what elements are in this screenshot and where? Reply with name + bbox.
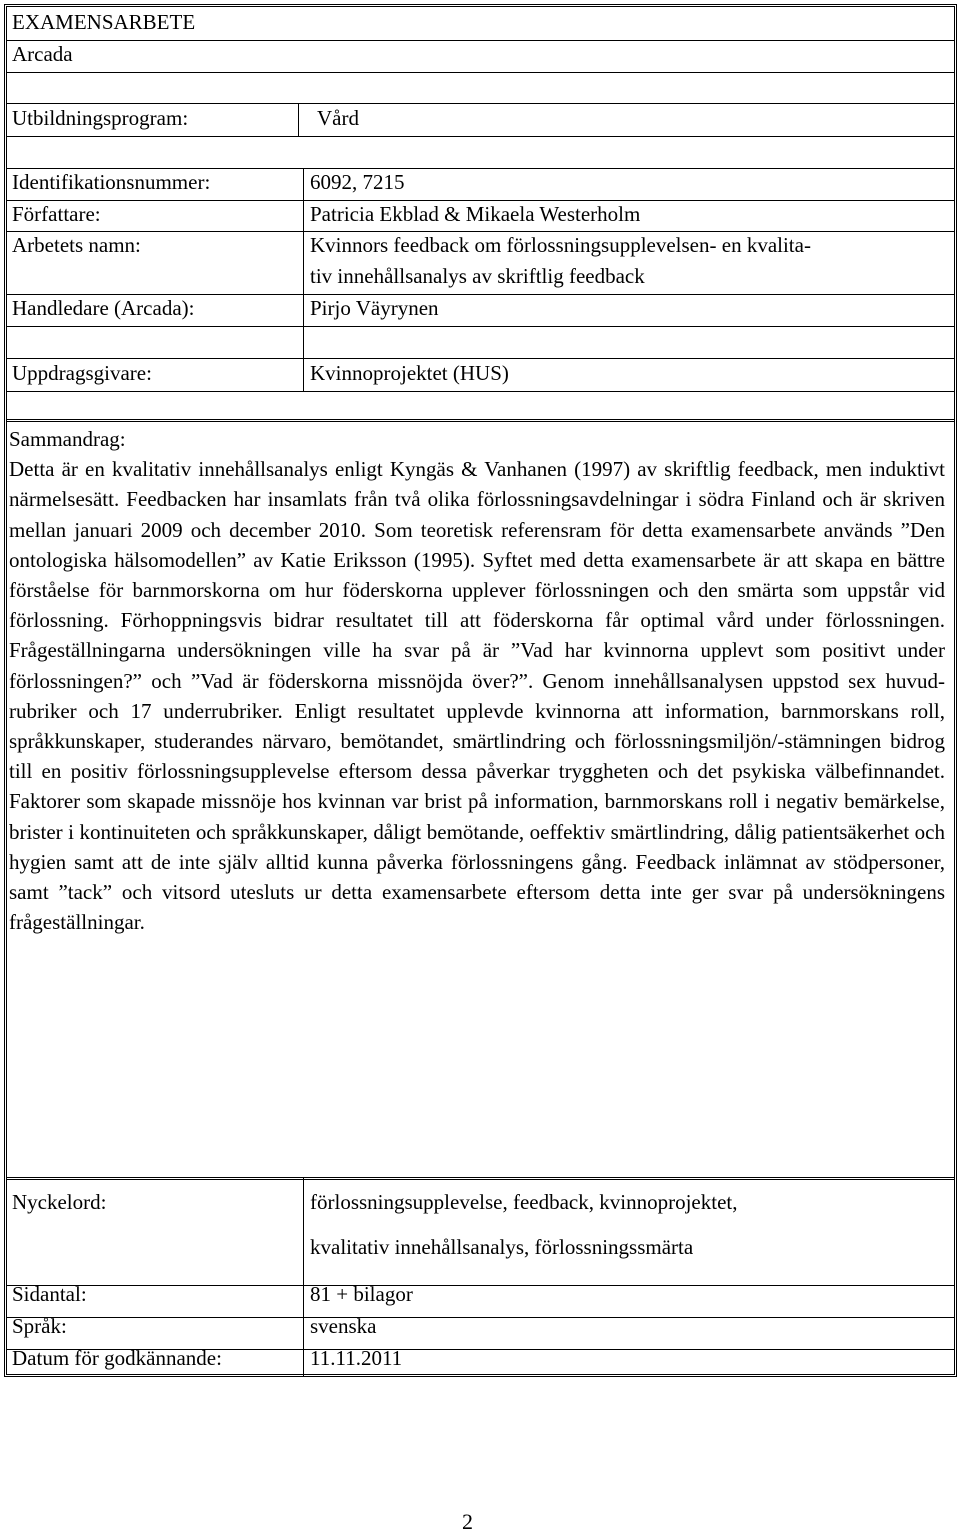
id-value: 6092, 7215 [310,170,405,194]
language-value: svenska [310,1314,377,1338]
language-label: Språk: [12,1314,67,1338]
document-title: EXAMENSARBETE [12,10,196,34]
id-label: Identifikationsnummer: [12,170,211,194]
approval-date-label: Datum för godkännande: [12,1346,222,1370]
page-number: 2 [462,1509,473,1534]
client-value: Kvinnoprojektet (HUS) [310,361,509,385]
row-divider [7,1285,954,1286]
row-divider [7,391,954,392]
row-divider [7,72,954,73]
keywords-line-1: förlossningsupplevelse, feedback, kvinnoprojektet, [310,1190,738,1214]
page-count-value: 81 + bilagor [310,1282,413,1306]
section-divider [7,1177,954,1180]
work-title-label: Arbetets namn: [12,233,141,257]
row-divider [7,40,954,41]
program-label: Utbildningsprogram: [12,106,189,130]
summary-section [9,424,945,937]
work-title-line-2: tiv innehållsanalys av skriftlig feedback [310,264,645,288]
supervisor-label: Handledare (Arcada): [12,296,195,320]
client-label: Uppdragsgivare: [12,361,152,385]
keywords-line-2: kvalitativ innehållsanalys, förlossningssmärta [310,1235,694,1259]
author-value: Patricia Ekblad & Mikaela Westerholm [310,202,641,226]
work-title-line-1: Kvinnors feedback om förlossningsupplevelsen- en kvalita- [310,233,811,257]
institution-name: Arcada [12,42,73,66]
keywords-label: Nyckelord: [12,1190,107,1214]
approval-date-value: 11.11.2011 [310,1346,403,1370]
summary-label: Sammandrag: [9,427,126,451]
column-divider [303,168,304,391]
summary-text: Detta är en kvalitativ innehållsanalys enligt Kyngäs & Vanhanen (1997) av skriftlig feedback, men induktivt närmelsesätt. Feedbacken har insamlats från två olika förlossningsavdelningar i södra Finland och är skriven mellan januari 2009 och december 2010. Som teoretisk referensram för detta examensarbete används ”Den ontologiska hälsomodellen” av Katie Eriksson (1995). Syftet med detta examensarbete är att skapa en bättre förståelse för barnmorskorna om hur föderskorna upplever förlossningen och den smärta som uppstår vid förlossning. Förhoppningsvis bidrar resultatet till att föderskorna får optimal vård under förlossningen. Frågeställningarna undersökningen ville ha svar på är ”Vad har kvinnorna upplevt som positivt under förlossningen?” och ”Vad är föderskorna missnöjda över?”. Genom innehållsanalysen uppstod sex huvudrubriker och 17 underrubriker. Enligt resultatet upplevde kvinnorna att information, barnmorskans roll, språkkunskaper, studerandes närvaro, bemötandet, smärtlindring och förlossningsmiljön/-stämningen bidrog till en positiv förlossningsupplevelse eftersom dessa påverkar tryggheten och det psykiska välbefinnandet. Faktorer som skapade missnöje hos kvinnan var brist på information, barnmorskans roll i negativ bemärkelse, brister i kontinuiteten och språkkunskaper, dåligt bemötande, oeffektiv smärtlindring, dålig patientsäkerhet och hygien samt att de inte själv alltid kunna påverka förlossningens gång. Feedback inlämnat av stödpersoner, samt ”tack” och vitsord utesluts ur detta examensarbete eftersom detta inte ger svar på undersökningens frågeställningar. [9,457,945,935]
author-label: Författare: [12,202,101,226]
row-divider [7,326,954,327]
row-divider [7,1317,954,1318]
supervisor-value: Pirjo Väyrynen [310,296,439,320]
column-divider [298,103,299,136]
program-value: Vård [317,106,359,130]
row-divider [7,136,954,137]
section-divider [7,419,954,422]
page-count-label: Sidantal: [12,1282,87,1306]
column-divider [303,1177,304,1377]
